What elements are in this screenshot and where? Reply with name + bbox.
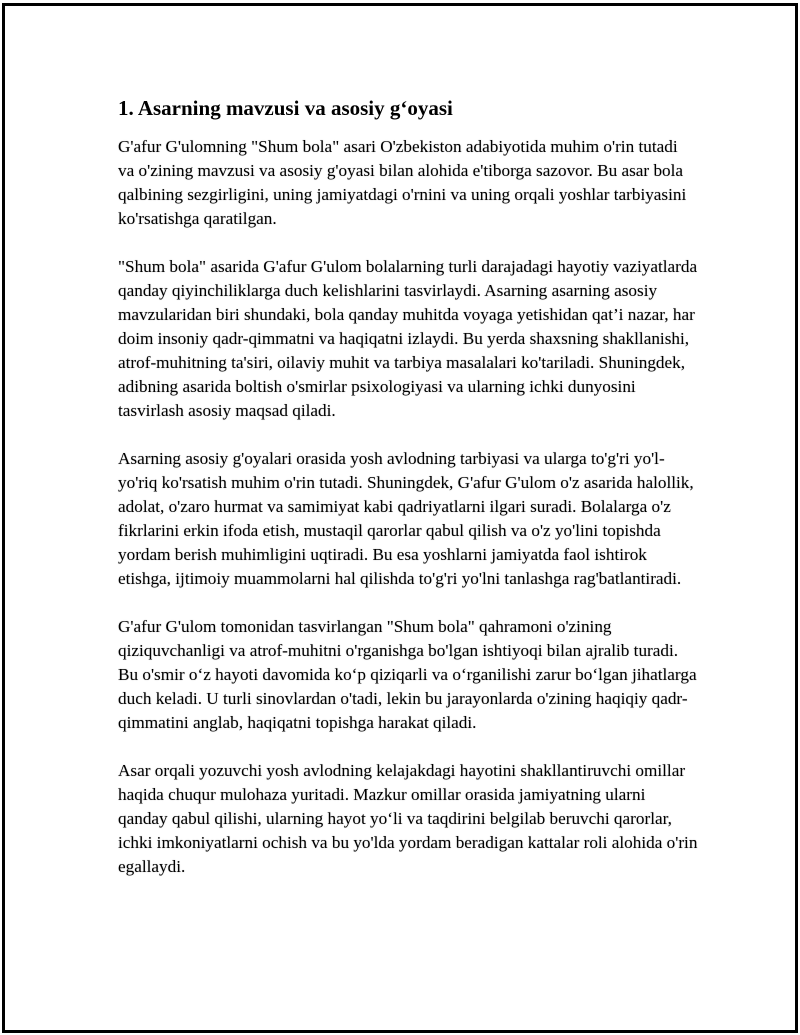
paragraph-2: "Shum bola" asarida G'afur G'ulom bolalarning turli darajadagi hayotiy vaziyatlarda qanday qiyinchiliklarga duch kelishlarini tasvirlaydi. Asarning asarning asosiy mavzularidan biri shundaki, bola qanday muhitda voyaga yetishidan qat’i nazar, har doim insoniy qadr-qimmatni va haqiqatni izlaydi. Bu yerda shaxsning shakllanishi, atrof-muhitning ta'siri, oilaviy muhit va tarbiya masalalari ko'tariladi. Shuningdek, adibning asarida boltish o'smirlar psixologiyasi va ularning ichki dunyosini tasvirlash asosiy maqsad qiladi. [118,257,698,420]
paragraph-4: G'afur G'ulom tomonidan tasvirlangan "Shum bola" qahramoni o'zining qiziquvchanligi va atrof-muhitni o'rganishga bo'lgan ishtiyoqi bilan ajralib turadi. Bu o'smir o‘z hayoti davomida ko‘p qiziqarli va o‘rganilishi zarur bo‘lgan jihatlarga duch keladi. U turli sinovlardan o'tadi, lekin bu jarayonlarda o'zining haqiqiy qadr-qimmatini anglab, haqiqatni topishga harakat qiladi. [118,617,697,732]
paragraph-5: Asar orqali yozuvchi yosh avlodning kelajakdagi hayotini shakllantiruvchi omillar haqida chuqur mulohaza yuritadi. Mazkur omillar orasida jamiyatning ularni qanday qabul qilishi, ularning hayot yo‘li va taqdirini belgilab beruvchi qarorlar, ichki imkoniyatlarni ochish va bu yo'lda yordam beradigan kattalar roli alohida o'rin egallaydi. [118,761,698,876]
paragraph-3: Asarning asosiy g'oyalari orasida yosh avlodning tarbiyasi va ularga to'g'ri yo'l-yo'riq ko'rsatish muhim o'rin tutadi. Shuningdek, G'afur G'ulom o'z asarida halollik, adolat, o'zaro hurmat va samimiyat kabi qadriyatlarni ilgari suradi. Bolalarga o'z fikrlarini erkin ifoda etish, mustaqil qarorlar qabul qilish va o'z yo'lini topishda yordam berish muhimligini uqtiradi. Bu esa yoshlarni jamiyatda faol ishtirok etishga, ijtimoiy muammolarni hal qilishda to'g'ri yo'lni tanlashga rag'batlantiradi. [118,449,694,588]
document-body [118,94,698,879]
paragraph-1: G'afur G'ulomning "Shum bola" asari O'zbekiston adabiyotida muhim o'rin tutadi va o'zining mavzusi va asosiy g'oyasi bilan alohida e'tiborga sazovor. Bu asar bola qalbining sezgirligini, uning jamiyatdagi o'rnini va uning orqali yoshlar tarbiyasini ko'rsatishga qaratilgan. [118,137,687,228]
section-heading: 1. Asarning mavzusi va asosiy g‘oyasi [118,96,453,120]
